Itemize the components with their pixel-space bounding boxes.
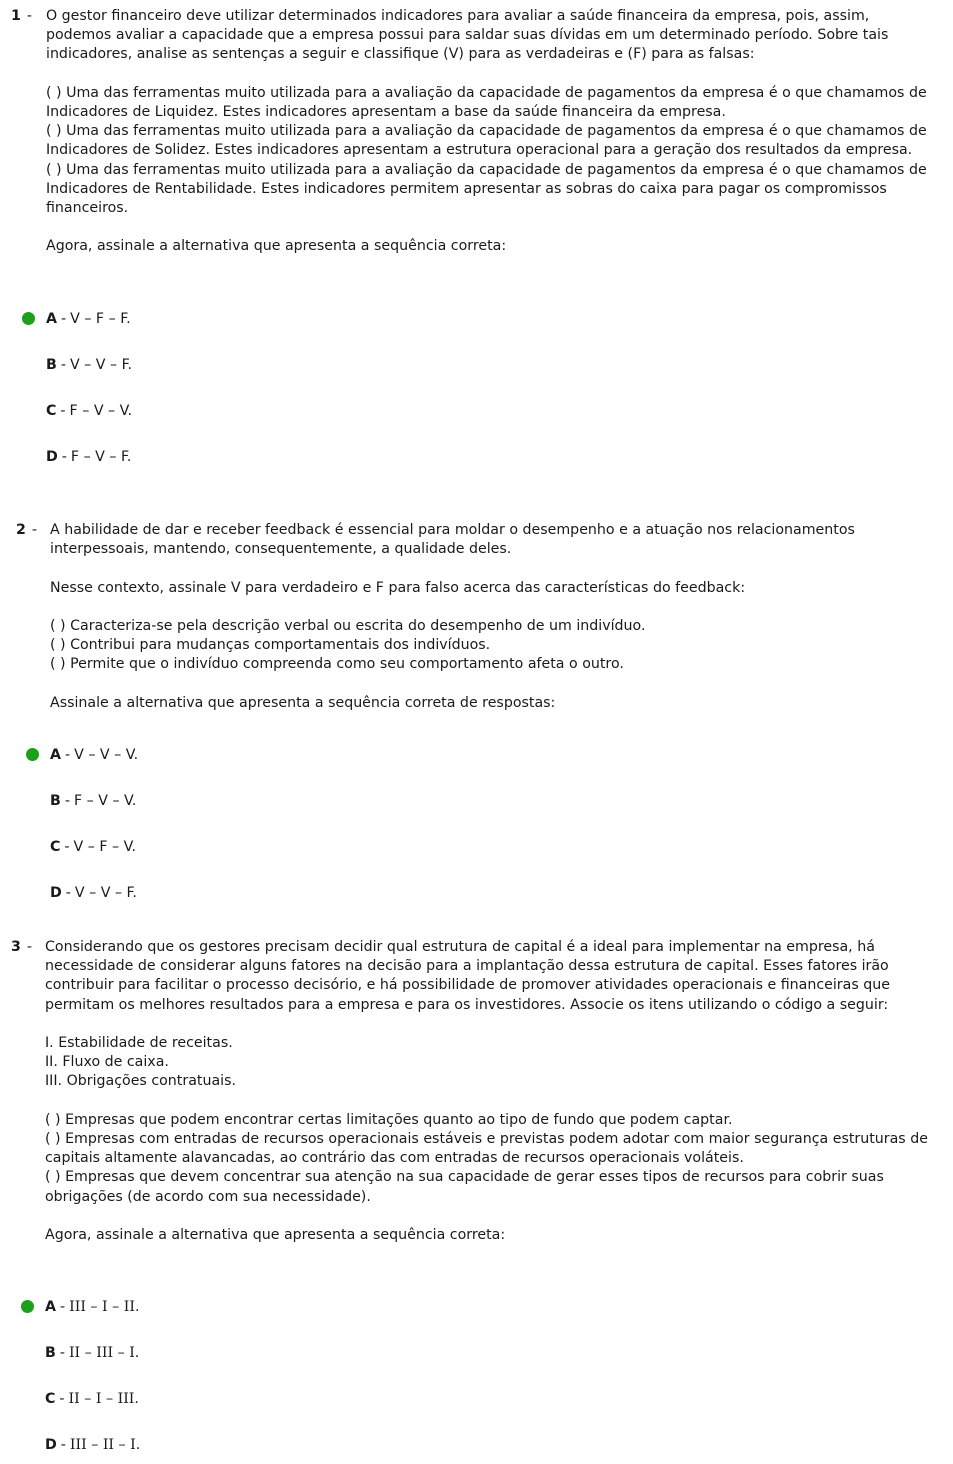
question-instruction: Assinale a alternativa que apresenta a sequência correta de respostas: bbox=[50, 694, 556, 711]
statement-item: ( ) Empresas com entradas de recursos operacionais estáveis e previstas podem adotar com maior segurança estruturas de capitais altamente alavancadas, ao contrário das com entradas de recursos operacionais voláteis. bbox=[45, 1131, 928, 1167]
option-a[interactable]: A - V – V – V. bbox=[50, 747, 139, 763]
code-item: III. Obrigações contratuais. bbox=[45, 1073, 236, 1090]
option-c[interactable]: C - F – V – V. bbox=[46, 403, 133, 419]
statement-item: ( ) Uma das ferramentas muito utilizada para a avaliação da capacidade de pagamentos da empresa é o que chamamos de Indicadores de Liquidez. Estes indicadores apresentam a base da saúde financeira da empresa. bbox=[46, 84, 927, 120]
question-number: 3 - bbox=[11, 939, 32, 955]
code-item: I. Estabilidade de receitas. bbox=[45, 1035, 233, 1051]
question-statement: Considerando que os gestores precisam decidir qual estrutura de capital é a ideal para implementar na empresa, há necessidade de considerar alguns fatores na decisão para a implantação dessa estrutura de capital. Esses fatores irão contribuir para facilitar o processo decisório, e há possibilidade de promover atividades operacionais e financeiras que permitam os melhores resultados para a empresa e para os investidores. Associe os itens utilizando o código a seguir: bbox=[45, 939, 890, 1013]
question-instruction: Agora, assinale a alternativa que apresenta a sequência correta: bbox=[46, 238, 507, 255]
question-statement: A habilidade de dar e receber feedback é essencial para moldar o desempenho e a atuação nos relacionamentos interpessoais, mantendo, consequentemente, a qualidade deles. bbox=[50, 522, 855, 558]
code-item: II. Fluxo de caixa. bbox=[45, 1054, 169, 1071]
option-d[interactable]: D - V – V – F. bbox=[50, 885, 137, 901]
statement-item: ( ) Empresas que devem concentrar sua atenção na sua capacidade de gerar esses tipos de recursos para cobrir suas obrigações (de acordo com sua necessidade). bbox=[45, 1169, 884, 1205]
option-d[interactable]: D - III – II – I. bbox=[45, 1437, 141, 1453]
selected-answer-icon bbox=[22, 312, 35, 325]
statement-item: ( ) Uma das ferramentas muito utilizada para a avaliação da capacidade de pagamentos da empresa é o que chamamos de Indicadores de Solidez. Estes indicadores apresentam a estrutura operacional para a geração dos resultados da empresa. bbox=[46, 123, 927, 159]
option-c[interactable]: C - II – I – III. bbox=[45, 1391, 139, 1407]
statement-item: ( ) Uma das ferramentas muito utilizada para a avaliação da capacidade de pagamentos da empresa é o que chamamos de Indicadores de Rentabilidade. Estes indicadores permitem apresentar as sobras do caixa para pagar os compromissos financeiros. bbox=[46, 161, 927, 217]
selected-answer-icon bbox=[21, 1300, 34, 1313]
option-b[interactable]: B - F – V – V. bbox=[50, 793, 137, 809]
selected-answer-icon bbox=[26, 748, 39, 761]
question-statement: O gestor financeiro deve utilizar determinados indicadores para avaliar a saúde financeira da empresa, pois, assim, podemos avaliar a capacidade que a empresa possui para saldar suas dívidas em um determinado período. Sobre tais indicadores, analise as sentenças a seguir e classifique (V) para as verdadeiras e (F) para as falsas: bbox=[46, 8, 889, 63]
option-b[interactable]: B - V – V – F. bbox=[46, 357, 132, 373]
statement-item: ( ) Contribui para mudanças comportamentais dos indivíduos. bbox=[50, 637, 491, 654]
question-instruction: Agora, assinale a alternativa que apresenta a sequência correta: bbox=[45, 1227, 506, 1243]
question-number: 2 - bbox=[16, 522, 37, 538]
question-instruction: Nesse contexto, assinale V para verdadeiro e F para falso acerca das características do feedback: bbox=[50, 579, 746, 596]
statement-item: ( ) Permite que o indivíduo compreenda como seu comportamento afeta o outro. bbox=[50, 656, 624, 673]
question-text bbox=[50, 521, 939, 713]
question-text bbox=[45, 938, 939, 1245]
statement-item: ( ) Caracteriza-se pela descrição verbal ou escrita do desempenho de um indivíduo. bbox=[50, 617, 646, 634]
option-b[interactable]: B - II – III – I. bbox=[45, 1345, 140, 1361]
question-number: 1 - bbox=[11, 8, 32, 24]
statement-item: ( ) Empresas que podem encontrar certas limitações quanto ao tipo de fundo que podem captar. bbox=[45, 1111, 733, 1128]
option-a[interactable]: A - III – I – II. bbox=[45, 1299, 140, 1315]
question-text bbox=[46, 7, 939, 257]
option-d[interactable]: D - F – V – F. bbox=[46, 449, 132, 465]
option-c[interactable]: C - V – F – V. bbox=[50, 839, 137, 855]
option-a[interactable]: A - V – F – F. bbox=[46, 311, 131, 327]
